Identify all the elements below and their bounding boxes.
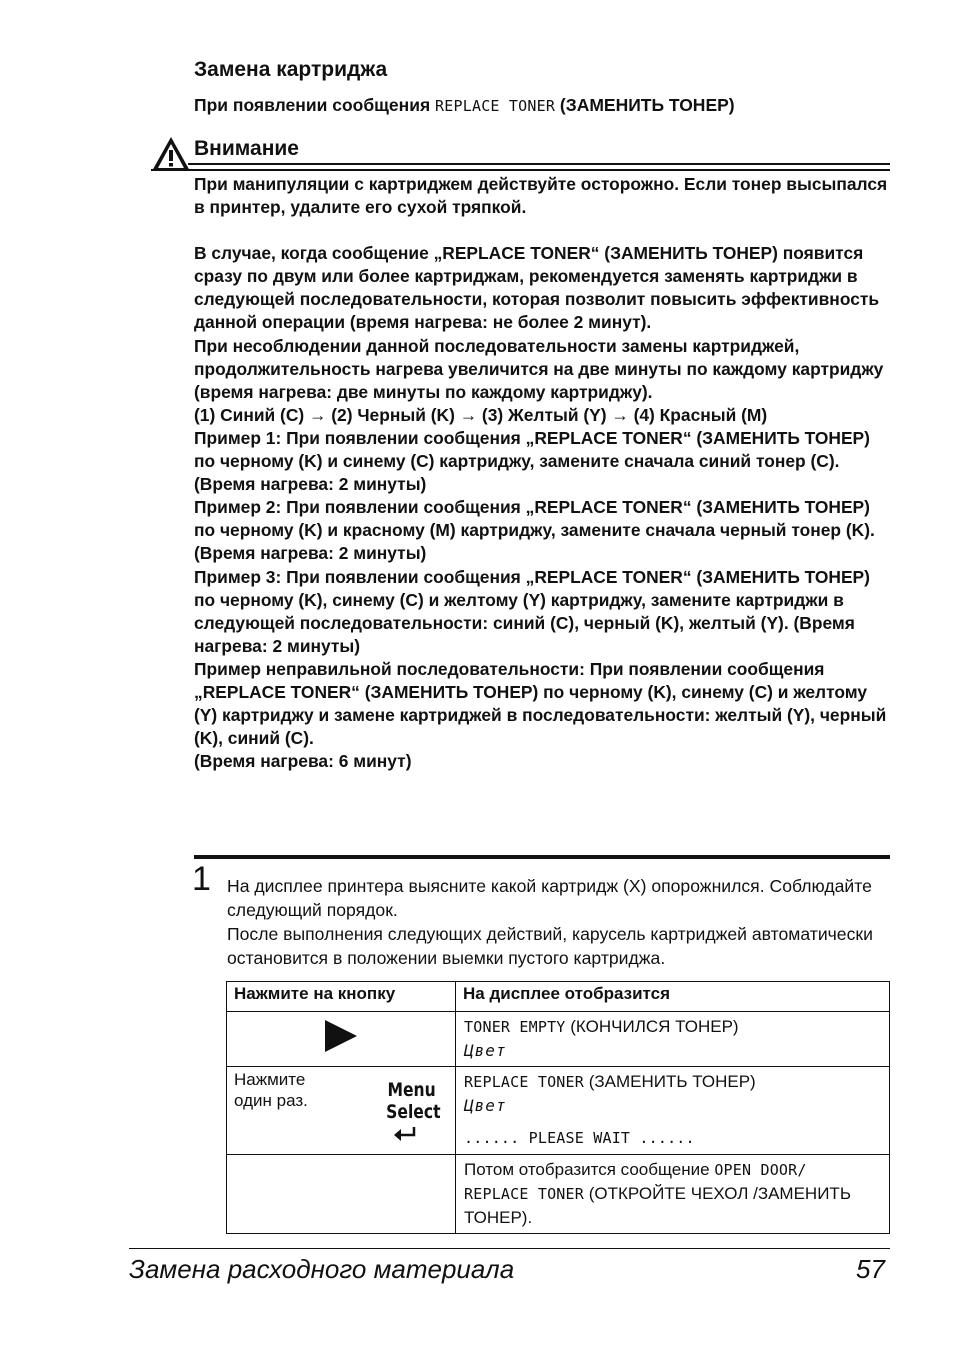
table-cell-key xyxy=(227,1012,456,1067)
display-text: (КОНЧИЛСЯ ТОНЕР) xyxy=(565,1017,739,1036)
table-cell-key xyxy=(227,1155,456,1234)
caution-wrong-example-time: (Время нагрева: 6 минут) xyxy=(194,751,412,772)
display-text: (ЗАМЕНИТЬ ТОНЕР) xyxy=(584,1072,756,1091)
press-once-text: Нажмите один раз. xyxy=(234,1070,308,1110)
display-code: OPEN DOOR/ xyxy=(714,1161,807,1179)
table-cell-display xyxy=(456,1067,890,1155)
section-title: Замена картриджа xyxy=(194,58,388,81)
menu-key-label: Menu xyxy=(387,1079,436,1101)
subtitle-prefix: При появлении сообщения xyxy=(194,95,436,115)
table-cell-key xyxy=(227,1067,456,1155)
display-wait: ...... PLEASE WAIT ...... xyxy=(464,1129,695,1147)
table-row xyxy=(227,1012,890,1067)
caution-end-divider xyxy=(194,855,890,859)
caution-paragraph: При манипуляции с картриджем действуйте осторожно. Если тонер высыпался в принтер, удалите его сухой тряпкой. xyxy=(194,174,888,218)
caution-body xyxy=(194,173,894,773)
step-text xyxy=(227,874,897,970)
table-header-button: Нажмите на кнопку xyxy=(227,982,456,1012)
enter-icon xyxy=(393,1126,417,1142)
step-line: После выполнения следующих действий, карусель картриджей автоматически остановится в положении выемки пустого картриджа. xyxy=(227,924,873,968)
select-key-label: Select xyxy=(386,1101,441,1123)
caution-paragraph: При несоблюдении данной последовательности замены картриджей, продолжительность нагрева увеличится на две минуты по каждому картриджу (время нагрева: две минуты по каждому картриджу). xyxy=(194,335,884,402)
page-number: 57 xyxy=(856,1254,885,1284)
display-text: (ОТКРОЙТЕ ЧЕХОЛ /ЗАМЕНИТЬ ТОНЕР). xyxy=(464,1184,851,1227)
caution-wrong-example: Пример неправильной последовательности: При появлении сообщения „REPLACE TONER“ (ЗАМЕНИТЬ ТОНЕР) по черному (K), синему (C) и желтому (Y) картриджу и замене картриджей в последовательности: желтый (Y), черный (K), синий (C). xyxy=(194,658,887,749)
caution-sequence: (1) Синий (C) → (2) Черный (K) → (3) Желтый (Y) → (4) Красный (M) xyxy=(194,404,768,425)
caution-example-2: Пример 2: При появлении сообщения „REPLACE TONER“ (ЗАМЕНИТЬ ТОНЕР) по черному (K) и красному (M) картриджу, замените сначала черный тонер (K). (Время нагрева: 2 минуты) xyxy=(194,497,875,564)
key-table xyxy=(226,981,890,1234)
subtitle-code: REPLACE TONER xyxy=(435,97,556,115)
caution-paragraph: В случае, когда сообщение „REPLACE TONER“ (ЗАМЕНИТЬ ТОНЕР) появится сразу по двум или более картриджам, рекомендуется заменять картриджи в следующей последовательности, которая позволит повысить эффективность данной операции (время нагрева: не более 2 минут). xyxy=(194,243,880,333)
table-header-row xyxy=(227,982,890,1012)
warning-icon xyxy=(151,136,191,172)
step-number: 1 xyxy=(192,860,211,898)
caution-divider xyxy=(188,163,890,165)
footer-title: Замена расходного материала xyxy=(129,1254,515,1284)
display-text: Потом отобразится сообщение xyxy=(464,1160,715,1179)
display-sub: Цвет xyxy=(464,1041,507,1060)
caution-example-1: Пример 1: При появлении сообщения „REPLACE TONER“ (ЗАМЕНИТЬ ТОНЕР) по черному (K) и синему (C) картриджу, замените сначала синий тонер (C). (Время нагрева: 2 минуты) xyxy=(194,427,870,495)
display-code: TONER EMPTY xyxy=(464,1018,566,1036)
subtitle-suffix: (ЗАМЕНИТЬ ТОНЕР) xyxy=(555,95,735,115)
display-sub: Цвет xyxy=(464,1096,507,1115)
display-code: REPLACE TONER xyxy=(464,1073,584,1091)
step-line: На дисплее принтера выясните какой картридж (X) опорожнился. Соблюдайте следующий порядок. xyxy=(227,876,872,920)
table-row xyxy=(227,1155,890,1234)
subtitle xyxy=(194,95,735,116)
caution-example-3: Пример 3: При появлении сообщения „REPLACE TONER“ (ЗАМЕНИТЬ ТОНЕР) по черному (K), синему (C) и желтому (Y) картриджу, замените картриджи в следующей последовательности: синий (C), черный (K), желтый (Y). (Время нагрева: 2 минуты) xyxy=(194,566,870,656)
footer-divider xyxy=(129,1248,890,1249)
caution-divider-lower xyxy=(151,169,890,171)
table-cell-display xyxy=(456,1155,890,1234)
menu-select-key xyxy=(386,1079,441,1123)
table-header-display: На дисплее отобразится xyxy=(456,982,890,1012)
table-cell-display xyxy=(456,1012,890,1067)
table-row xyxy=(227,1067,890,1155)
display-code: REPLACE TONER xyxy=(464,1185,584,1203)
caution-title: Внимание xyxy=(194,137,299,160)
right-arrow-icon xyxy=(323,1019,359,1053)
